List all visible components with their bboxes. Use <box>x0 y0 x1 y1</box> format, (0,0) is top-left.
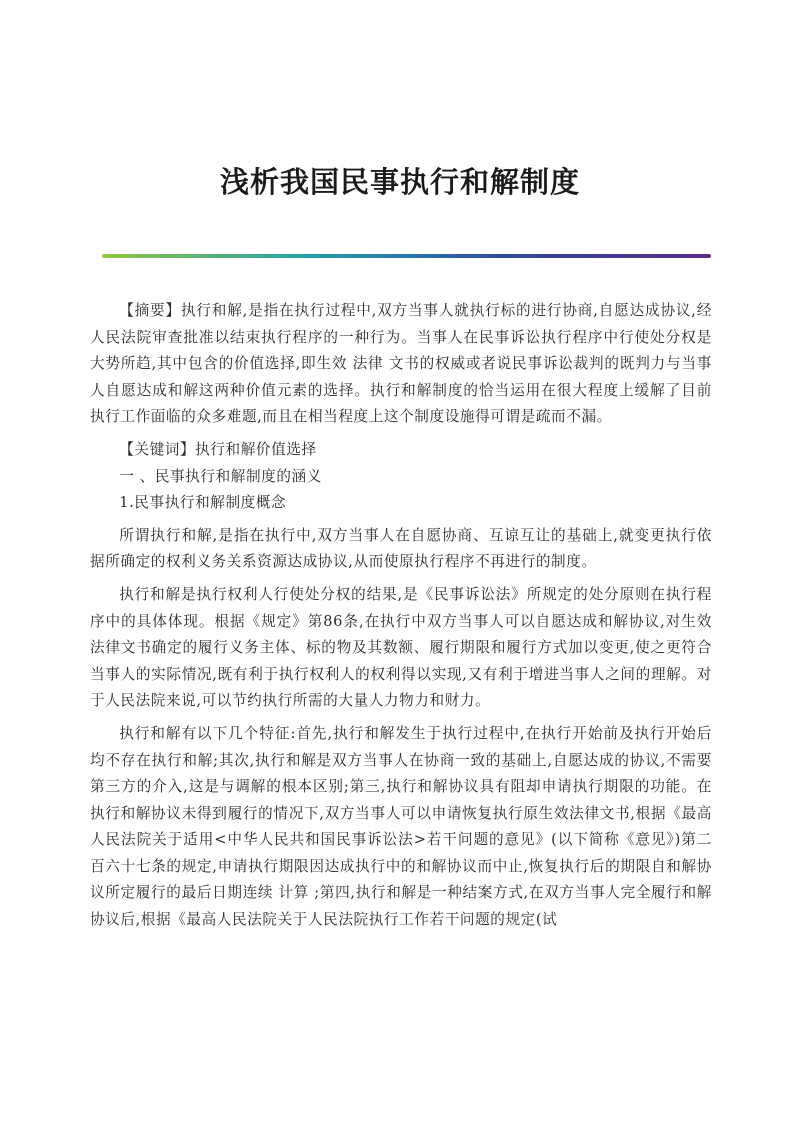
document-title: 浅析我国民事执行和解制度 <box>219 165 580 199</box>
body-paragraph: 执行和解有以下几个特征:首先,执行和解发生于执行过程中,在执行开始前及执行开始后均不存在执行和解;其次,执行和解是双方当事人在协商一致的基础上,自愿达成的协议,不需要第三方的介入,这是与调解的根本区别;第三,执行和解协议具有阻却申请执行期限的功能。在执行和解协议未得到履行的情况下,双方当事人可以申请恢复执行原生效法律文书,根据《最高人民法院关于适用<中华人民共和国民事诉讼法>若干问题的意见》(以下简称《意见》)第二百六十七条的规定,申请执行期限因达成执行中的和解协议而中止,恢复执行后的期限自和解协议所定履行的最后日期连续 计算 ;第四,执行和解是一种结案方式,在双方当事人完全履行和解协议后,根据《最高人民法院关于人民法院执行工作若干问题的规定(试 <box>90 724 712 929</box>
title-divider <box>102 254 711 258</box>
document-body <box>90 298 712 934</box>
body-paragraph: 所谓执行和解,是指在执行中,双方当事人在自愿协商、互谅互让的基础上,就变更执行依据所确定的权利义务关系资源达成协议,从而使原执行程序不再进行的制度。 <box>90 526 712 571</box>
section-heading: 一 、民事执行和解制度的涵义 <box>119 467 322 485</box>
keywords-line: 【关键词】执行和解价值选择 <box>119 440 317 458</box>
subsection-heading: 1.民事执行和解制度概念 <box>119 494 287 512</box>
abstract-paragraph: 【摘要】执行和解,是指在执行过程中,双方当事人就执行标的进行协商,自愿达成协议,经人民法院审查批准以结束执行程序的一种行为。当事人在民事诉讼执行程序中行使处分权是大势所趋,其中包含的价值选择,即生效 法律 文书的权威或者说民事诉讼裁判的既判力与当事人自愿达成和解这两种价值元素的选择。执行和解制度的恰当运用在很大程度上缓解了目前执行工作面临的众多难题,而且在相当程度上这个制度设施得可谓是疏而不漏。 <box>90 302 712 426</box>
body-paragraph: 执行和解是执行权利人行使处分权的结果,是《民事诉讼法》所规定的处分原则在执行程序中的具体体现。根据《规定》第86条,在执行中双方当事人可以自愿达成和解协议,对生效法律文书确定的履行义务主体、标的物及其数额、履行期限和履行方式加以变更,使之更符合当事人的实际情况,既有利于执行权利人的权利得以实现,又有利于增进当事人之间的理解。对于人民法院来说,可以节约执行所需的大量人力物力和财力。 <box>90 585 712 710</box>
